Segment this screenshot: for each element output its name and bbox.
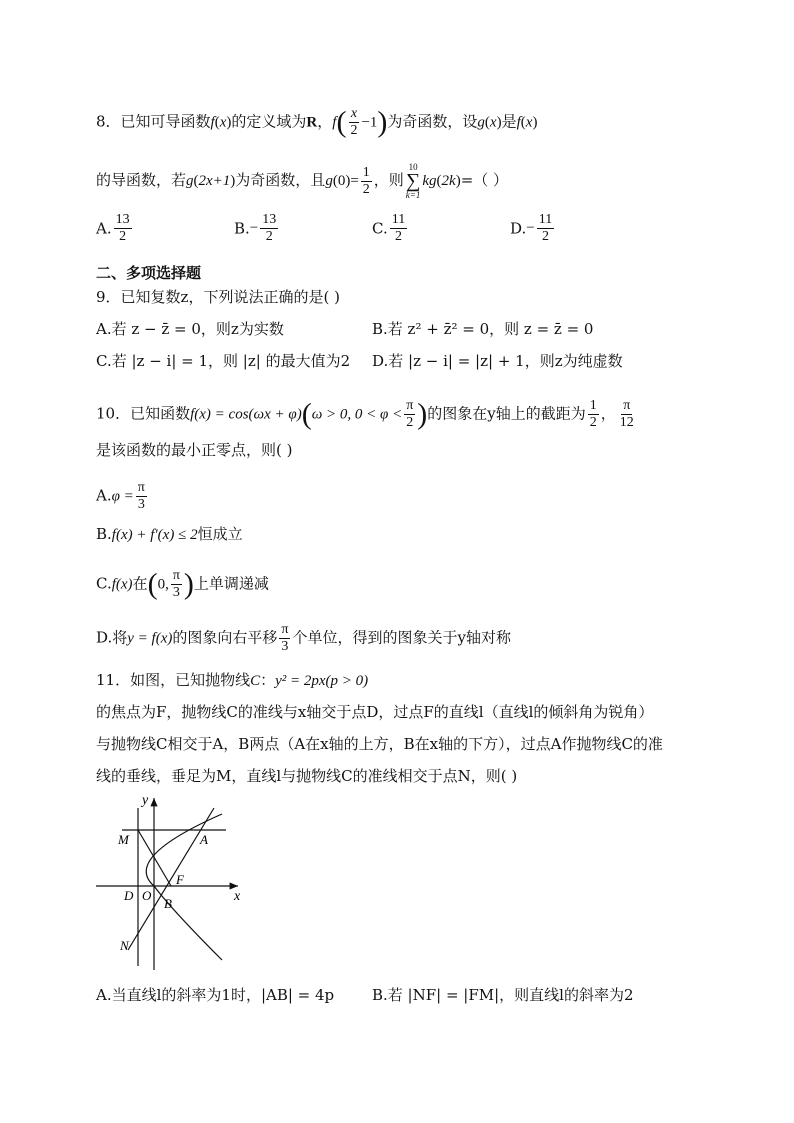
q8-text-d: 为奇函数，设: [387, 112, 478, 131]
q8-line2-g2: g: [325, 173, 333, 189]
q8-line2-kg: kg: [422, 173, 437, 189]
q8-R: R: [306, 114, 318, 131]
q8-x1: x: [219, 114, 227, 131]
q9-option-a: A.若 z − z̄ = 0，则z为实数: [96, 320, 284, 338]
section-heading-multiple-choice: 二、多项选择题: [96, 264, 202, 282]
q8-text-e: 是: [501, 112, 517, 131]
q8-x3: x: [525, 114, 533, 131]
q8-text-a: 8．已知可导函数: [96, 112, 211, 131]
label-x: x: [234, 889, 241, 904]
q10-pi-over-12: $\frac{\pi}{12}$: [619, 398, 634, 430]
line-l: [128, 808, 214, 950]
parabola-curve: [146, 814, 222, 960]
q8-option-a: A. $\frac{13}{2}$: [96, 212, 130, 244]
q8-summation: 10 ∑ k=1: [405, 162, 421, 200]
q8-text-b: 的定义域为: [231, 112, 307, 131]
q10-option-b: B.f(x) + f′(x) ≤ 2恒成立: [96, 525, 243, 543]
q8-f3: f: [516, 114, 521, 131]
q10-half: $\frac{1}{2}$: [589, 398, 597, 430]
q9-option-c: C.若 |z − i| = 1，则 |z| 的最大值为2: [96, 352, 351, 370]
q11-line4: 线的垂线，垂足为M，直线l与抛物线C的准线相交于点N，则( ): [96, 767, 518, 785]
q10-option-d: D.将y = f(x)的图象向右平移 $\frac{\pi}{3}$ 个单位，得到的图象关于y轴对称: [96, 622, 511, 654]
label-M: M: [118, 832, 129, 847]
q8-minus1: −1: [361, 114, 378, 131]
q10-text-a: 10．已知函数: [96, 404, 191, 423]
q11-line2: 的焦点为F，抛物线C的准线与x轴交于点D，过点F的直线l（直线l的倾斜角为锐角）: [96, 703, 654, 721]
q8-line2-arg3: 2k: [441, 173, 456, 189]
q8-line2-eq: =: [350, 173, 359, 189]
q8-line2-arg1: 2x+1: [198, 173, 231, 189]
q8-line2-d: =（ ）: [460, 171, 509, 189]
q11-option-b: B.若 |NF| = |FM|，则直线l的斜率为2: [372, 986, 634, 1004]
q11-line3: 与抛物线C相交于A，B两点（A在x轴的上方，B在x轴的下方），过点A作抛物线C的准: [96, 735, 663, 753]
q9-stem: 9．已知复数z，下列说法正确的是( ): [96, 288, 340, 306]
q10-line1: 10．已知函数f(x) = cos(ωx + φ)(ω > 0, 0 < φ < $\frac{\pi}{2}$ )的图象在y轴上的截距为 $\frac{1}{2}$ ， $\frac{\pi}{12}$: [96, 397, 634, 431]
q8-text-c: ，: [317, 112, 333, 131]
q8-x2: x: [489, 114, 497, 131]
label-A: A: [200, 832, 208, 847]
q8-line2-half: $\frac{1}{2}$: [362, 164, 370, 197]
q11-line1: 11．如图，已知抛物线C：y² = 2px(p > 0): [96, 671, 369, 689]
q8-line2-a: 的导函数，若: [96, 171, 187, 189]
q8-f1: f: [210, 114, 215, 131]
label-N: N: [120, 938, 129, 953]
q8-line1: 8．已知可导函数f(x)的定义域为R，f( $\frac{x}{2}$ −1)为奇函数，设g(x)是f(x): [96, 105, 538, 139]
q8-line2-c: ，则: [373, 171, 404, 189]
q8-line2: 的导函数，若g(2x+1)为奇函数，且g(0)= $\frac{1}{2}$ ，则 10 ∑ k=1 kg(2k)=（ ）: [96, 162, 509, 200]
q8-option-b: B.− $\frac{13}{2}$: [234, 212, 277, 244]
q10-condition: ω > 0, 0 < φ <: [311, 406, 403, 423]
label-B: B: [164, 896, 172, 911]
q8-g1: g: [477, 114, 485, 131]
q8-line2-b: 为奇函数，且: [235, 171, 326, 189]
q10-option-c: C.f(x)在(0, $\frac{\pi}{3}$ )上单调递减: [96, 567, 269, 601]
q8-option-d: D.− $\frac{11}{2}$: [510, 212, 553, 244]
q10-line2: 是该函数的最小正零点，则( ): [96, 441, 293, 459]
q8-line2-g1: g: [186, 173, 194, 189]
label-F: F: [176, 872, 184, 887]
q9-option-d: D.若 |z − i| = |z| + 1，则z为纯虚数: [372, 352, 623, 370]
q10-function: f(x) = cos(ωx + φ): [190, 406, 302, 423]
q8-fraction-x-over-2: $\frac{x}{2}$: [350, 106, 358, 138]
q9-option-b: B.若 z² + z̄² = 0，则 z = z̄ = 0: [372, 320, 594, 338]
q8-option-c: C. $\frac{11}{2}$: [372, 212, 406, 244]
q8-f2: f: [332, 114, 337, 131]
label-D: D: [124, 888, 134, 903]
label-y: y: [142, 793, 149, 808]
parabola-figure: [96, 788, 256, 972]
label-O: O: [142, 888, 152, 903]
q8-line2-arg2: 0: [337, 173, 346, 189]
q10-text-b: 的图象在y轴上的截距为: [427, 404, 586, 423]
q10-option-a: A.φ = $\frac{\pi}{3}$: [96, 480, 145, 512]
q11-option-a: A.当直线l的斜率为1时，|AB| = 4p: [96, 986, 335, 1004]
